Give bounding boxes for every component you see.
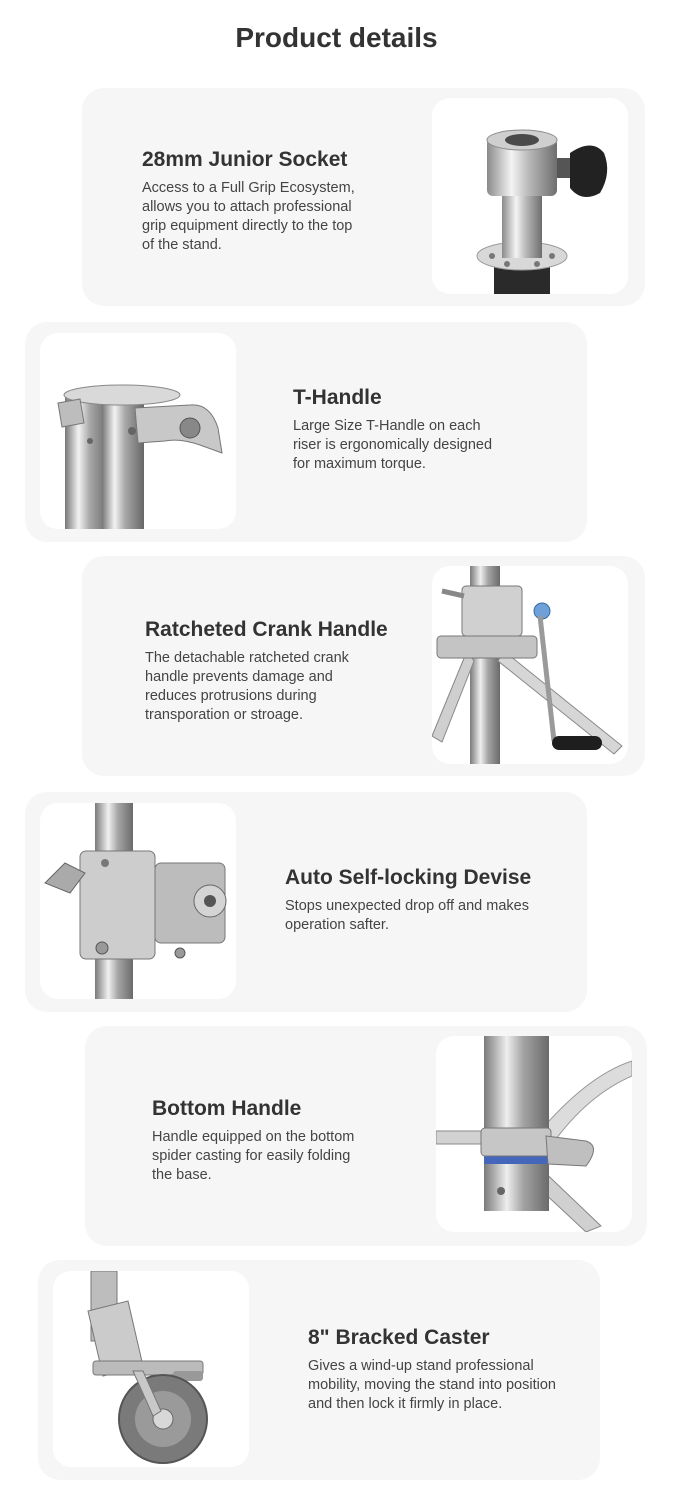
caster-wheel-icon	[53, 1271, 249, 1467]
feature-title: Bottom Handle	[152, 1097, 302, 1120]
t-handle-icon	[40, 333, 236, 529]
feature-description: The detachable ratcheted crank handle prevents damage and reduces protrusions during transporation or stroage.	[145, 650, 349, 723]
feature-text-crank-handle	[145, 618, 425, 725]
self-locking-icon	[40, 803, 236, 999]
feature-text-self-locking	[285, 866, 575, 935]
feature-description: Gives a wind-up stand professional mobility, moving the stand into position and then lock it firmly in place.	[308, 1358, 556, 1412]
feature-title: Auto Self-locking Devise	[285, 866, 532, 889]
bottom-handle-icon	[436, 1036, 632, 1232]
feature-description: Large Size T-Handle on each riser is ergonomically designed for maximum torque.	[293, 418, 493, 472]
page-title: Product details	[235, 22, 438, 53]
feature-description: Handle equipped on the bottom spider casting for easily folding the base.	[152, 1129, 355, 1183]
feature-text-bottom-handle	[152, 1097, 422, 1185]
feature-title: Ratcheted Crank Handle	[145, 618, 388, 641]
feature-title: 8" Bracked Caster	[308, 1326, 490, 1349]
feature-text-junior-socket	[142, 148, 422, 255]
feature-text-t-handle	[293, 386, 563, 474]
feature-title: 28mm Junior Socket	[142, 148, 348, 171]
feature-text-caster	[308, 1326, 598, 1414]
feature-description: Stops unexpected drop off and makes operation safter.	[285, 898, 529, 933]
feature-description: Access to a Full Grip Ecosystem, allows you to attach professional grip equipment directly to the top of the stand.	[142, 180, 355, 253]
junior-socket-icon	[432, 98, 628, 294]
feature-title: T-Handle	[293, 386, 382, 409]
crank-handle-icon	[432, 566, 628, 764]
